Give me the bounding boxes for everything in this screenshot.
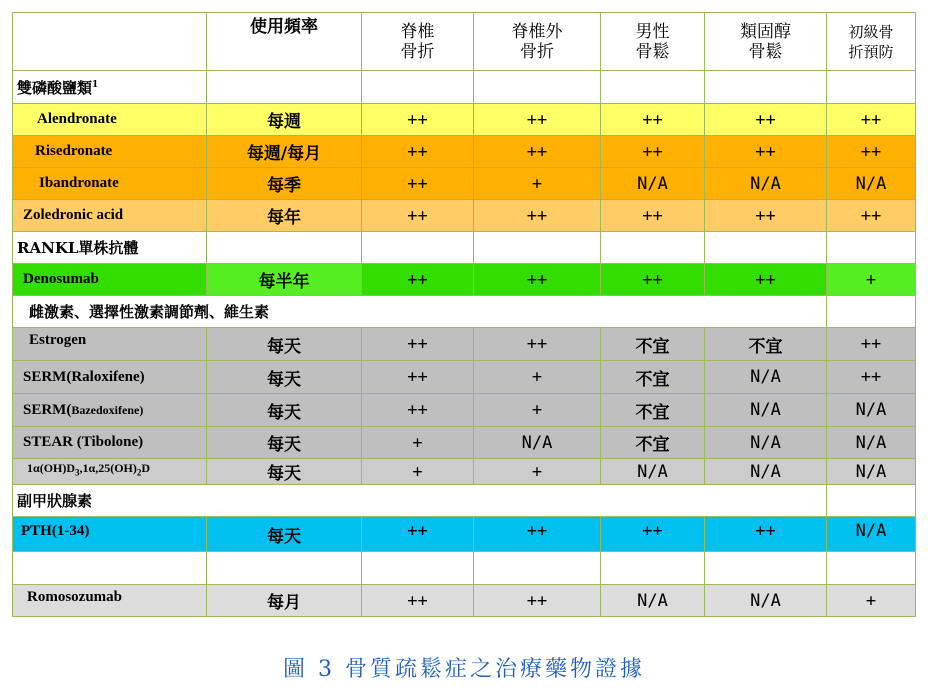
value-cell: ++ bbox=[601, 264, 705, 296]
section-row bbox=[13, 71, 916, 104]
value-cell: N/A bbox=[827, 517, 916, 552]
header-row bbox=[13, 13, 916, 71]
value-cell: ++ bbox=[601, 136, 705, 168]
drug-name: SERM(Bazedoxifene) bbox=[13, 394, 207, 427]
value-cell: N/A bbox=[705, 585, 827, 617]
value-cell: ++ bbox=[474, 264, 601, 296]
value-cell: ++ bbox=[705, 517, 827, 552]
value-cell: + bbox=[827, 264, 916, 296]
value-cell: ++ bbox=[474, 136, 601, 168]
value-cell: 不宜 bbox=[601, 328, 705, 361]
section-label-hormones: 雌激素、選擇性激素調節劑、維生素 bbox=[13, 296, 827, 328]
value-cell: + bbox=[474, 394, 601, 427]
value-cell: N/A bbox=[705, 427, 827, 459]
value-cell: ++ bbox=[362, 361, 474, 394]
value-cell: N/A bbox=[827, 168, 916, 200]
frequency-cell: 每週/每月 bbox=[207, 136, 362, 168]
table-row bbox=[13, 328, 916, 361]
value-cell: ++ bbox=[601, 517, 705, 552]
value-cell: + bbox=[474, 459, 601, 485]
value-cell: N/A bbox=[705, 361, 827, 394]
value-cell: + bbox=[362, 459, 474, 485]
drug-name: PTH(1-34) bbox=[13, 517, 207, 552]
value-cell: + bbox=[362, 427, 474, 459]
value-cell: ++ bbox=[827, 328, 916, 361]
value-cell: ++ bbox=[705, 104, 827, 136]
value-cell: ++ bbox=[362, 200, 474, 232]
table-row bbox=[13, 394, 916, 427]
drug-name: SERM(Raloxifene) bbox=[13, 361, 207, 394]
frequency-cell: 每天 bbox=[207, 394, 362, 427]
section-label-pth: 副甲狀腺素 bbox=[13, 485, 827, 517]
header-male-osteoporosis: 男性 骨鬆 bbox=[601, 13, 705, 71]
value-cell: ++ bbox=[827, 136, 916, 168]
table-row bbox=[13, 517, 916, 552]
frequency-cell: 每天 bbox=[207, 361, 362, 394]
drug-name: Romosozumab bbox=[13, 585, 207, 617]
value-cell: ++ bbox=[474, 200, 601, 232]
section-label-bisphosphonates: 雙磷酸鹽類$^1$ bbox=[13, 71, 207, 104]
value-cell: N/A bbox=[705, 394, 827, 427]
value-cell: N/A bbox=[601, 585, 705, 617]
value-cell: ++ bbox=[705, 200, 827, 232]
value-cell: 不宜 bbox=[601, 394, 705, 427]
blank-row bbox=[13, 552, 916, 585]
header-steroid-osteoporosis: 類固醇 骨鬆 bbox=[705, 13, 827, 71]
value-cell: N/A bbox=[827, 427, 916, 459]
header-corner bbox=[13, 13, 207, 71]
value-cell: ++ bbox=[705, 136, 827, 168]
frequency-cell: 每年 bbox=[207, 200, 362, 232]
table-row bbox=[13, 264, 916, 296]
value-cell: ++ bbox=[362, 585, 474, 617]
value-cell: ++ bbox=[601, 200, 705, 232]
drug-name: Zoledronic acid bbox=[13, 200, 207, 232]
value-cell: N/A bbox=[827, 394, 916, 427]
section-row bbox=[13, 485, 916, 517]
value-cell: ++ bbox=[362, 264, 474, 296]
header-vertebral-fracture: 脊椎 骨折 bbox=[362, 13, 474, 71]
frequency-cell: 每週 bbox=[207, 104, 362, 136]
drug-name: Estrogen bbox=[13, 328, 207, 361]
figure-caption: 圖 3 骨質疏鬆症之治療藥物證據 bbox=[283, 657, 645, 682]
value-cell: ++ bbox=[474, 585, 601, 617]
value-cell: + bbox=[474, 361, 601, 394]
value-cell: 不宜 bbox=[601, 361, 705, 394]
section-label-rankl: RANKL單株抗體 bbox=[13, 232, 207, 264]
table-row bbox=[13, 427, 916, 459]
value-cell: ++ bbox=[601, 104, 705, 136]
drug-name: Ibandronate bbox=[13, 168, 207, 200]
value-cell: N/A bbox=[601, 459, 705, 485]
value-cell: ++ bbox=[362, 104, 474, 136]
value-cell: N/A bbox=[705, 459, 827, 485]
value-cell: ++ bbox=[827, 104, 916, 136]
value-cell: 不宜 bbox=[601, 427, 705, 459]
value-cell: + bbox=[474, 168, 601, 200]
header-primary-prevention: 初級骨 折預防 bbox=[827, 13, 916, 71]
frequency-cell: 每天 bbox=[207, 427, 362, 459]
value-cell: ++ bbox=[827, 200, 916, 232]
drug-name: Risedronate bbox=[13, 136, 207, 168]
section-row bbox=[13, 232, 916, 264]
frequency-cell: 每天 bbox=[207, 328, 362, 361]
frequency-cell: 每季 bbox=[207, 168, 362, 200]
table-row bbox=[13, 200, 916, 232]
table-row bbox=[13, 104, 916, 136]
value-cell: ++ bbox=[474, 104, 601, 136]
table-row bbox=[13, 459, 916, 485]
value-cell: N/A bbox=[601, 168, 705, 200]
value-cell: ++ bbox=[474, 328, 601, 361]
drug-name: $1\alpha(OH)D_3,1\alpha,25(OH)_2D$ bbox=[13, 459, 207, 485]
header-frequency: 使用頻率 bbox=[207, 13, 362, 71]
drug-name: Denosumab bbox=[13, 264, 207, 296]
header-nonvertebral-fracture: 脊椎外 骨折 bbox=[474, 13, 601, 71]
value-cell: ++ bbox=[827, 361, 916, 394]
osteoporosis-treatment-table bbox=[12, 12, 916, 617]
frequency-cell: 每月 bbox=[207, 585, 362, 617]
table-row bbox=[13, 361, 916, 394]
value-cell: ++ bbox=[362, 517, 474, 552]
drug-name: STEAR (Tibolone) bbox=[13, 427, 207, 459]
frequency-cell: 每天 bbox=[207, 517, 362, 552]
value-cell: ++ bbox=[362, 168, 474, 200]
table-row bbox=[13, 136, 916, 168]
value-cell: ++ bbox=[362, 394, 474, 427]
value-cell: + bbox=[827, 585, 916, 617]
frequency-cell: 每天 bbox=[207, 459, 362, 485]
table-row bbox=[13, 585, 916, 617]
value-cell: N/A bbox=[827, 459, 916, 485]
drug-name: Alendronate bbox=[13, 104, 207, 136]
frequency-cell: 每半年 bbox=[207, 264, 362, 296]
value-cell: ++ bbox=[705, 264, 827, 296]
value-cell: ++ bbox=[474, 517, 601, 552]
section-row bbox=[13, 296, 916, 328]
value-cell: N/A bbox=[474, 427, 601, 459]
value-cell: ++ bbox=[362, 328, 474, 361]
value-cell: ++ bbox=[362, 136, 474, 168]
value-cell: 不宜 bbox=[705, 328, 827, 361]
table-row bbox=[13, 168, 916, 200]
value-cell: N/A bbox=[705, 168, 827, 200]
